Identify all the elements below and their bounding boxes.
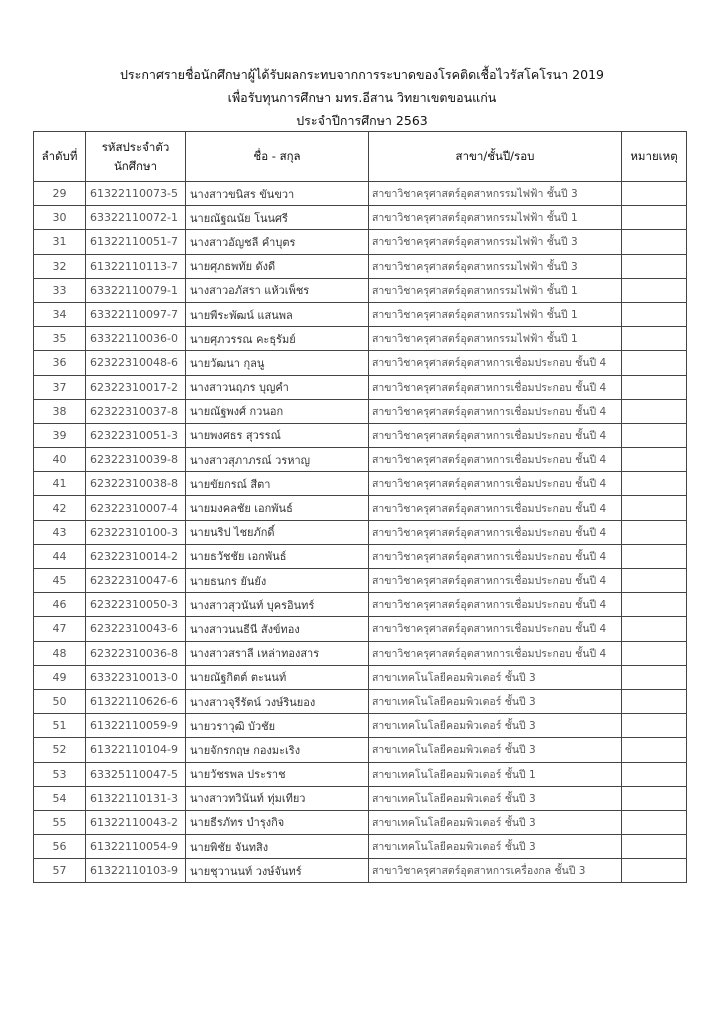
cell-program: สาขาวิชาครุศาสตร์อุตสาหกรรมไฟฟ้า ชั้นปี 3 [369,230,622,254]
cell-name: นางสาวสราลี เหล่าทองสาร [186,641,369,665]
cell-no: 52 [34,738,86,762]
header-student-id-line2: นักศึกษา [113,158,158,173]
cell-name: นายธวัชชัย เอกพันธ์ [186,544,369,568]
cell-program: สาขาวิชาครุศาสตร์อุตสาหการเครื่องกล ชั้นปี 3 [369,859,622,883]
cell-student-id: 62322310038-8 [86,472,186,496]
table-row [34,351,687,375]
cell-name: นายจักรกฤษ กองมะเริง [186,738,369,762]
cell-name: นายขัยกรณ์ สีตา [186,472,369,496]
cell-program: สาขาเทคโนโลยีคอมพิวเตอร์ ชั้นปี 3 [369,835,622,859]
cell-student-id: 62322310014-2 [86,544,186,568]
table-row [34,689,687,713]
cell-name: นางสาวอภัสรา แห้วเพ็ชร [186,278,369,302]
cell-name: นายณัฐพงศ์ กวนอก [186,399,369,423]
table-row [34,641,687,665]
cell-no: 42 [34,496,86,520]
cell-student-id: 62322310100-3 [86,520,186,544]
header-student-id [86,132,186,182]
cell-name: นางสาวขนิสร ขันขวา [186,182,369,206]
cell-name: นางสาวสุภาภรณ์ วรหาญ [186,448,369,472]
cell-no: 35 [34,327,86,351]
cell-note [622,448,687,472]
cell-student-id: 63322110079-1 [86,278,186,302]
cell-program: สาขาวิชาครุศาสตร์อุตสาหการเชื่อมประกอบ ชั้นปี 4 [369,472,622,496]
table-row [34,206,687,230]
cell-note [622,302,687,326]
cell-no: 44 [34,544,86,568]
cell-name: นายนริป ไชยภักดิ์ [186,520,369,544]
cell-no: 46 [34,593,86,617]
table-row [34,520,687,544]
header-student-id-line1: รหัสประจำตัว [101,139,170,154]
cell-program: สาขาวิชาครุศาสตร์อุตสาหการเชื่อมประกอบ ชั้นปี 4 [369,641,622,665]
cell-student-id: 62322310043-6 [86,617,186,641]
cell-program: สาขาเทคโนโลยีคอมพิวเตอร์ ชั้นปี 3 [369,786,622,810]
cell-student-id: 62322310051-3 [86,423,186,447]
cell-name: นายวราวุฒิ บัวชัย [186,714,369,738]
cell-program: สาขาวิชาครุศาสตร์อุตสาหกรรมไฟฟ้า ชั้นปี 3 [369,254,622,278]
cell-name: นายพงศธร สุวรรณ์ [186,423,369,447]
cell-program: สาขาเทคโนโลยีคอมพิวเตอร์ ชั้นปี 1 [369,762,622,786]
cell-student-id: 61322110626-6 [86,689,186,713]
cell-no: 43 [34,520,86,544]
cell-no: 33 [34,278,86,302]
cell-program: สาขาวิชาครุศาสตร์อุตสาหการเชื่อมประกอบ ชั้นปี 4 [369,399,622,423]
cell-program: สาขาวิชาครุศาสตร์อุตสาหกรรมไฟฟ้า ชั้นปี 1 [369,302,622,326]
table-header-row [34,132,687,182]
cell-note [622,496,687,520]
cell-student-id: 61322110113-7 [86,254,186,278]
table-row [34,617,687,641]
cell-no: 47 [34,617,86,641]
cell-student-id: 62322310047-6 [86,569,186,593]
cell-no: 40 [34,448,86,472]
table-row [34,399,687,423]
table-row [34,254,687,278]
cell-note [622,786,687,810]
cell-note [622,689,687,713]
cell-program: สาขาวิชาครุศาสตร์อุตสาหการเชื่อมประกอบ ชั้นปี 4 [369,423,622,447]
cell-program: สาขาวิชาครุศาสตร์อุตสาหการเชื่อมประกอบ ชั้นปี 4 [369,351,622,375]
cell-name: นายศุภธพทัย ดังดี [186,254,369,278]
cell-name: นายพีระพัฒน์ แสนพล [186,302,369,326]
cell-no: 32 [34,254,86,278]
table-row [34,786,687,810]
cell-note [622,835,687,859]
cell-student-id: 62322310007-4 [86,496,186,520]
cell-note [622,375,687,399]
cell-no: 55 [34,810,86,834]
cell-student-id: 63322110072-1 [86,206,186,230]
table-row [34,859,687,883]
cell-note [622,544,687,568]
cell-program: สาขาวิชาครุศาสตร์อุตสาหการเชื่อมประกอบ ชั้นปี 4 [369,593,622,617]
cell-no: 56 [34,835,86,859]
table-row [34,375,687,399]
cell-student-id: 61322110054-9 [86,835,186,859]
cell-name: นางสาวจุรีรัตน์ วงษ์รินยอง [186,689,369,713]
cell-no: 50 [34,689,86,713]
cell-program: สาขาวิชาครุศาสตร์อุตสาหการเชื่อมประกอบ ชั้นปี 4 [369,617,622,641]
cell-note [622,738,687,762]
cell-student-id: 61322110103-9 [86,859,186,883]
table-row [34,448,687,472]
cell-student-id: 63322110036-0 [86,327,186,351]
cell-program: สาขาวิชาครุศาสตร์อุตสาหการเชื่อมประกอบ ชั้นปี 4 [369,448,622,472]
cell-name: นายธีรภัทร บำรุงกิจ [186,810,369,834]
cell-note [622,254,687,278]
cell-name: นายวัฒนา กุลนู [186,351,369,375]
cell-name: นายมงคลชัย เอกพันธ์ [186,496,369,520]
cell-no: 34 [34,302,86,326]
cell-note [622,859,687,883]
cell-name: นายณัฐณนัย โนนศรี [186,206,369,230]
cell-program: สาขาวิชาครุศาสตร์อุตสาหกรรมไฟฟ้า ชั้นปี 1 [369,327,622,351]
cell-name: นายวัชรพล ประราช [186,762,369,786]
table-row [34,182,687,206]
table-row [34,593,687,617]
cell-student-id: 61322110043-2 [86,810,186,834]
cell-program: สาขาเทคโนโลยีคอมพิวเตอร์ ชั้นปี 3 [369,689,622,713]
cell-program: สาขาเทคโนโลยีคอมพิวเตอร์ ชั้นปี 3 [369,665,622,689]
table-row [34,738,687,762]
cell-program: สาขาเทคโนโลยีคอมพิวเตอร์ ชั้นปี 3 [369,714,622,738]
cell-student-id: 63322310013-0 [86,665,186,689]
cell-note [622,593,687,617]
cell-note [622,351,687,375]
header-program: สาขา/ชั้นปี/รอบ [369,132,622,182]
cell-note [622,182,687,206]
cell-note [622,206,687,230]
table-row [34,665,687,689]
cell-note [622,423,687,447]
cell-name: นายณัฐกิตต์ ตะนนท์ [186,665,369,689]
title-line-3: ประจำปีการศึกษา 2563 [296,113,428,128]
cell-student-id: 62322310050-3 [86,593,186,617]
cell-note [622,714,687,738]
cell-student-id: 62322310037-8 [86,399,186,423]
cell-name: นางสาวนนธีนี สังข์ทอง [186,617,369,641]
cell-note [622,617,687,641]
cell-name: นางสาวอัญชลี คำบุตร [186,230,369,254]
cell-name: นายธนกร ยันยัง [186,569,369,593]
cell-program: สาขาวิชาครุศาสตร์อุตสาหกรรมไฟฟ้า ชั้นปี 3 [369,182,622,206]
cell-student-id: 61322110073-5 [86,182,186,206]
cell-note [622,641,687,665]
table-row [34,230,687,254]
cell-no: 39 [34,423,86,447]
cell-note [622,762,687,786]
cell-no: 37 [34,375,86,399]
cell-program: สาขาวิชาครุศาสตร์อุตสาหการเชื่อมประกอบ ชั้นปี 4 [369,520,622,544]
cell-name: นายพิชัย จันทสิง [186,835,369,859]
cell-no: 49 [34,665,86,689]
cell-student-id: 63325110047-5 [86,762,186,786]
cell-no: 48 [34,641,86,665]
cell-student-id: 62322310017-2 [86,375,186,399]
title-line-2: เพื่อรับทุนการศึกษา มทร.อีสาน วิทยาเขตขอนแก่น [227,90,497,105]
header-name: ชื่อ - สกุล [186,132,369,182]
table-row [34,835,687,859]
cell-student-id: 62322310036-8 [86,641,186,665]
cell-program: สาขาวิชาครุศาสตร์อุตสาหกรรมไฟฟ้า ชั้นปี 1 [369,278,622,302]
cell-no: 38 [34,399,86,423]
cell-name: นางสาวทวินันท์ ทุ่มเทียว [186,786,369,810]
cell-student-id: 62322310039-8 [86,448,186,472]
cell-note [622,327,687,351]
cell-name: นายศุภวรรณ คะธุรัมย์ [186,327,369,351]
cell-note [622,230,687,254]
cell-note [622,278,687,302]
cell-student-id: 61322110104-9 [86,738,186,762]
cell-student-id: 61322110051-7 [86,230,186,254]
cell-program: สาขาวิชาครุศาสตร์อุตสาหการเชื่อมประกอบ ชั้นปี 4 [369,569,622,593]
table-row [34,423,687,447]
table-row [34,544,687,568]
cell-no: 53 [34,762,86,786]
table-row [34,762,687,786]
table-row [34,496,687,520]
cell-program: สาขาวิชาครุศาสตร์อุตสาหการเชื่อมประกอบ ชั้นปี 4 [369,375,622,399]
cell-note [622,569,687,593]
header-note: หมายเหตุ [622,132,687,182]
cell-no: 45 [34,569,86,593]
table-row [34,472,687,496]
cell-no: 29 [34,182,86,206]
cell-student-id: 61322110131-3 [86,786,186,810]
cell-no: 31 [34,230,86,254]
cell-note [622,520,687,544]
table-row [34,810,687,834]
student-list-table [33,131,687,883]
cell-no: 57 [34,859,86,883]
cell-student-id: 62322310048-6 [86,351,186,375]
document-header [0,63,724,132]
table-row [34,278,687,302]
table-row [34,714,687,738]
cell-note [622,472,687,496]
cell-program: สาขาเทคโนโลยีคอมพิวเตอร์ ชั้นปี 3 [369,810,622,834]
cell-name: นายชุวานนท์ วงษ์จันทร์ [186,859,369,883]
table-row [34,327,687,351]
cell-note [622,399,687,423]
cell-program: สาขาวิชาครุศาสตร์อุตสาหการเชื่อมประกอบ ชั้นปี 4 [369,496,622,520]
table-row [34,569,687,593]
cell-student-id: 61322110059-9 [86,714,186,738]
title-line-1: ประกาศรายชื่อนักศึกษาผู้ได้รับผลกระทบจากการระบาดของโรคติดเชื้อไวรัสโคโรนา 2019 [120,67,604,82]
cell-program: สาขาเทคโนโลยีคอมพิวเตอร์ ชั้นปี 3 [369,738,622,762]
cell-no: 41 [34,472,86,496]
cell-name: นางสาวนฤภร บุญคำ [186,375,369,399]
cell-no: 30 [34,206,86,230]
cell-no: 54 [34,786,86,810]
cell-note [622,810,687,834]
cell-note [622,665,687,689]
cell-student-id: 63322110097-7 [86,302,186,326]
cell-no: 36 [34,351,86,375]
header-no: ลำดับที่ [34,132,86,182]
cell-no: 51 [34,714,86,738]
cell-name: นางสาวสุวนันท์ บุครอินทร์ [186,593,369,617]
cell-program: สาขาวิชาครุศาสตร์อุตสาหกรรมไฟฟ้า ชั้นปี 1 [369,206,622,230]
cell-program: สาขาวิชาครุศาสตร์อุตสาหการเชื่อมประกอบ ชั้นปี 4 [369,544,622,568]
table-row [34,302,687,326]
